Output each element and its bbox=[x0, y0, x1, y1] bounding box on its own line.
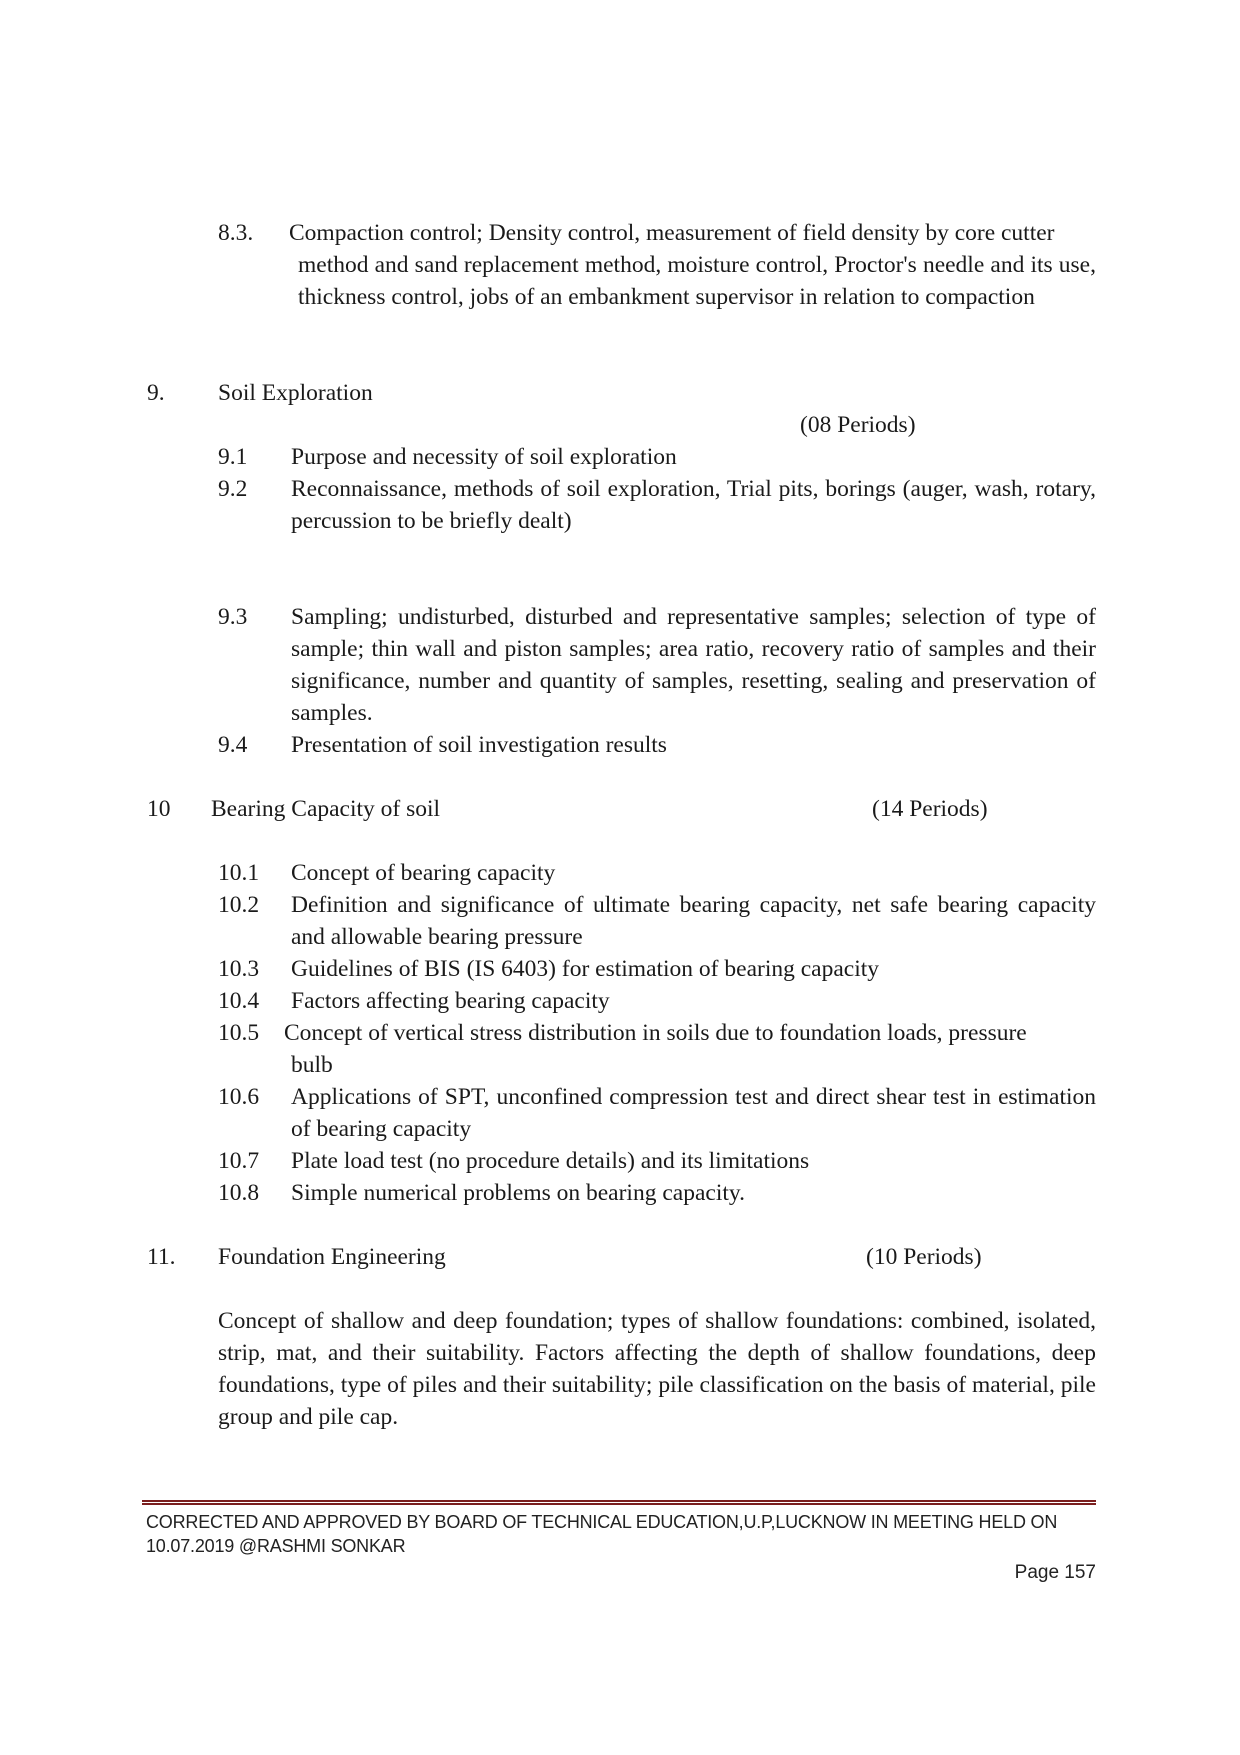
item-text: Reconnaissance, methods of soil exploration, Trial pits, borings (auger, wash, rotary, percussion to be briefly dealt) bbox=[291, 476, 1096, 534]
item-text: Guidelines of BIS (IS 6403) for estimation of bearing capacity bbox=[291, 956, 880, 982]
item-number: 10.2 bbox=[218, 892, 260, 918]
section-number: 10 bbox=[147, 796, 171, 822]
item-text: Definition and significance of ultimate bearing capacity, net safe bearing capacity and allowable bearing pressure bbox=[291, 892, 1096, 950]
item-number: 10.5 bbox=[218, 1020, 260, 1046]
item-number: 9.3 bbox=[218, 604, 248, 630]
item-number: 9.1 bbox=[218, 444, 248, 470]
item-text-first-line: Concept of vertical stress distribution in soils due to foundation loads, pressure bbox=[284, 1020, 1027, 1046]
item-number: 10.8 bbox=[218, 1180, 260, 1206]
item-text-continuation: method and sand replacement method, moisture control, Proctor's needle and its use, thickness control, jobs of an embankment supervisor in relation to compaction bbox=[298, 252, 1096, 310]
item-text: Presentation of soil investigation results bbox=[291, 732, 667, 758]
section-periods: (08 Periods) bbox=[800, 412, 916, 438]
item-number: 10.1 bbox=[218, 860, 260, 886]
section-periods: (10 Periods) bbox=[866, 1244, 982, 1270]
item-number: 9.4 bbox=[218, 732, 248, 758]
item-text-continuation: bulb bbox=[291, 1052, 333, 1078]
section-title: Bearing Capacity of soil bbox=[211, 796, 441, 822]
item-text: Purpose and necessity of soil exploration bbox=[291, 444, 677, 470]
page-number: Page 157 bbox=[1014, 1562, 1096, 1583]
section-periods: (14 Periods) bbox=[872, 796, 988, 822]
section-body: Concept of shallow and deep foundation; types of shallow foundations: combined, isolated, strip, mat, and their suitability. Factors affecting the depth of shallow foundations, deep foundations, type of piles and their suitability; pile classification on the basis of material, pile group and pile cap. bbox=[218, 1308, 1096, 1430]
item-number: 10.7 bbox=[218, 1148, 260, 1174]
item-text-first-line: Compaction control; Density control, measurement of field density by core cutter bbox=[289, 220, 1055, 246]
item-number: 9.2 bbox=[218, 476, 248, 502]
item-number: 10.6 bbox=[218, 1084, 260, 1110]
item-text: Concept of bearing capacity bbox=[291, 860, 556, 886]
footer-rule bbox=[142, 1500, 1096, 1505]
footer-note bbox=[146, 1510, 1096, 1558]
item-number: 10.3 bbox=[218, 956, 260, 982]
section-number: 9. bbox=[147, 380, 165, 406]
item-text: Factors affecting bearing capacity bbox=[291, 988, 610, 1014]
footer-line-2: 10.07.2019 @RASHMI SONKAR bbox=[146, 1536, 406, 1556]
section-title: Soil Exploration bbox=[218, 380, 373, 406]
item-text: Simple numerical problems on bearing capacity. bbox=[291, 1180, 745, 1206]
item-number: 8.3. bbox=[218, 220, 254, 246]
item-text: Plate load test (no procedure details) and its limitations bbox=[291, 1148, 810, 1174]
item-number: 10.4 bbox=[218, 988, 260, 1014]
section-number: 11. bbox=[147, 1244, 176, 1270]
item-text: Applications of SPT, unconfined compression test and direct shear test in estimation of bearing capacity bbox=[291, 1084, 1096, 1142]
section-title: Foundation Engineering bbox=[218, 1244, 446, 1270]
footer-line-1: CORRECTED AND APPROVED BY BOARD OF TECHNICAL EDUCATION,U.P,LUCKNOW IN MEETING HELD ON bbox=[146, 1512, 1058, 1532]
item-text: Sampling; undisturbed, disturbed and representative samples; selection of type of sample; thin wall and piston samples; area ratio, recovery ratio of samples and their significance, number and quantity of samples, resetting, sealing and preservation of samples. bbox=[291, 604, 1096, 726]
